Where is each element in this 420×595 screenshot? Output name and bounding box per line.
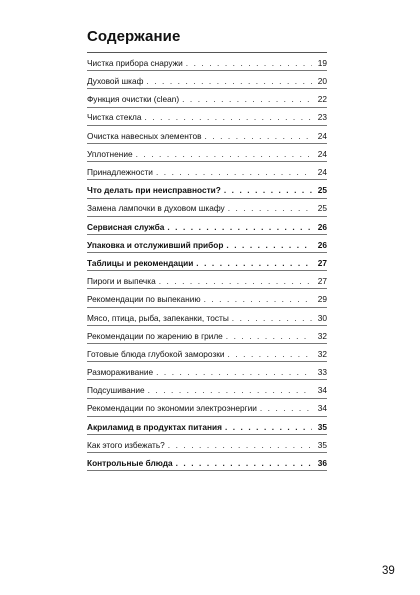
dot-leader: [228, 350, 312, 358]
toc-entry[interactable]: [87, 162, 327, 180]
toc-entry-label: Духовой шкаф: [87, 76, 144, 87]
toc-entry-label: Что делать при неисправности?: [87, 185, 221, 196]
toc-entry-page: 22: [317, 94, 327, 105]
dot-leader: [228, 204, 312, 212]
toc-section-entry[interactable]: [87, 180, 327, 198]
page-title: Содержание: [87, 28, 181, 45]
dot-leader: [156, 368, 312, 376]
toc-entry[interactable]: [87, 399, 327, 417]
toc-entry-page: 25: [317, 203, 327, 214]
dot-leader: [224, 186, 312, 194]
toc-entry-label: Рекомендации по выпеканию: [87, 294, 201, 305]
toc-entry[interactable]: [87, 362, 327, 380]
toc-entry-label: Принадлежности: [87, 167, 153, 178]
toc-entry-page: 29: [317, 294, 327, 305]
toc-entry-label: Пироги и выпечка: [87, 276, 156, 287]
toc-entry-label: Рекомендации по жарению в гриле: [87, 330, 223, 341]
toc-entry[interactable]: [87, 380, 327, 398]
dot-leader: [145, 113, 313, 121]
toc-entry[interactable]: [87, 71, 327, 89]
toc-entry-page: 34: [317, 403, 327, 414]
toc-entry-label: Контрольные блюда: [87, 458, 173, 469]
dot-leader: [156, 168, 312, 176]
dot-leader: [167, 223, 312, 231]
toc-entry-page: 20: [317, 76, 327, 87]
dot-leader: [205, 132, 313, 140]
toc-entry-label: Как этого избежать?: [87, 439, 165, 450]
toc-section-entry[interactable]: [87, 417, 327, 435]
toc-entry-label: Акриламид в продуктах питания: [87, 421, 222, 432]
toc-entry-page: 24: [317, 148, 327, 159]
toc-entry-page: 27: [317, 276, 327, 287]
toc-entry-label: Функция очистки (clean): [87, 94, 180, 105]
toc-entry-page: 19: [317, 57, 327, 68]
toc-entry-page: 36: [317, 458, 327, 469]
toc-entry[interactable]: [87, 344, 327, 362]
toc-entry-label: Сервисная служба: [87, 221, 165, 232]
toc-entry-page: 32: [317, 348, 327, 359]
toc-entry[interactable]: [87, 108, 327, 126]
dot-leader: [146, 77, 312, 85]
toc-entry-label: Рекомендации по экономии электроэнергии: [87, 403, 257, 414]
toc-entry[interactable]: [87, 326, 327, 344]
toc-entry-label: Готовые блюда глубокой заморозки: [87, 348, 225, 359]
toc-entry-page: 26: [317, 239, 327, 250]
toc-entry-page: 25: [317, 185, 327, 196]
dot-leader: [260, 404, 312, 412]
toc-entry-label: Размораживание: [87, 367, 154, 378]
toc-entry-label: Таблицы и рекомендации: [87, 257, 194, 268]
toc-entry-label: Чистка прибора снаружи: [87, 57, 183, 68]
toc-entry-label: Замена лампочки в духовом шкафу: [87, 203, 225, 214]
dot-leader: [226, 241, 312, 249]
toc-entry-page: 35: [317, 439, 327, 450]
toc-entry-page: 26: [317, 221, 327, 232]
toc-section-entry[interactable]: [87, 235, 327, 253]
dot-leader: [204, 295, 312, 303]
dot-leader: [168, 441, 312, 449]
dot-leader: [159, 277, 312, 285]
toc-entry[interactable]: [87, 435, 327, 453]
toc-entry[interactable]: [87, 53, 327, 71]
toc-entry-page: 23: [317, 112, 327, 123]
toc-entry[interactable]: [87, 199, 327, 217]
toc-entry[interactable]: [87, 144, 327, 162]
toc-entry-page: 35: [317, 421, 327, 432]
toc-entry[interactable]: [87, 308, 327, 326]
toc-entry-page: 27: [317, 257, 327, 268]
toc-entry-label: Упаковка и отслуживший прибор: [87, 239, 224, 250]
dot-leader: [136, 150, 312, 158]
dot-leader: [176, 459, 312, 467]
dot-leader: [232, 314, 312, 322]
toc-entry-page: 33: [317, 367, 327, 378]
dot-leader: [148, 386, 312, 394]
toc-entry-label: Уплотнение: [87, 148, 133, 159]
toc-section-entry[interactable]: [87, 217, 327, 235]
dot-leader: [182, 95, 312, 103]
toc-entry[interactable]: [87, 89, 327, 107]
toc-entry-page: 24: [317, 130, 327, 141]
dot-leader: [226, 332, 312, 340]
toc-entry[interactable]: [87, 289, 327, 307]
dot-leader: [186, 59, 312, 67]
toc-entry-label: Очистка навесных элементов: [87, 130, 202, 141]
table-of-contents: [87, 52, 327, 471]
toc-entry[interactable]: [87, 271, 327, 289]
toc-entry-label: Подсушивание: [87, 385, 145, 396]
toc-section-entry[interactable]: [87, 453, 327, 471]
dot-leader: [196, 259, 312, 267]
toc-entry-page: 30: [317, 312, 327, 323]
toc-section-entry[interactable]: [87, 253, 327, 271]
toc-entry[interactable]: [87, 126, 327, 144]
toc-entry-label: Чистка стекла: [87, 112, 142, 123]
dot-leader: [225, 423, 312, 431]
page-number: 39: [382, 565, 395, 577]
toc-entry-label: Мясо, птица, рыба, запеканки, тосты: [87, 312, 229, 323]
toc-entry-page: 32: [317, 330, 327, 341]
toc-entry-page: 24: [317, 167, 327, 178]
toc-entry-page: 34: [317, 385, 327, 396]
